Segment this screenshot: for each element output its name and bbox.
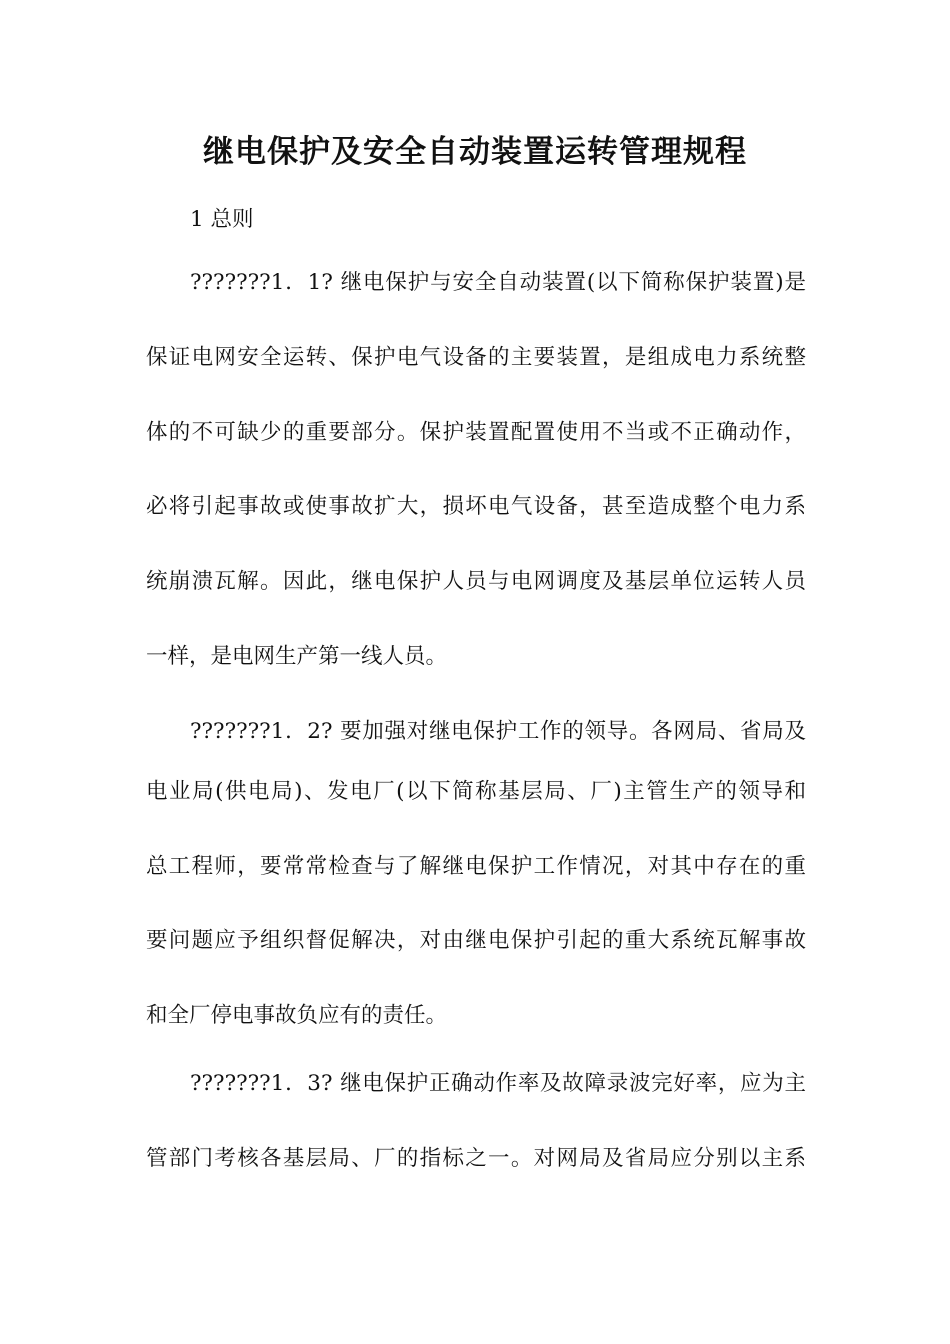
paragraph-line: 体的不可缺少的重要部分。保护装置配置使用不当或不正确动作， <box>146 420 806 445</box>
paragraph-line: 必将引起事故或使事故扩大，损坏电气设备，甚至造成整个电力系 <box>146 494 806 519</box>
section-heading: 1 总则 <box>190 207 254 232</box>
paragraph-line: ???????1．2? 要加强对继电保护工作的领导。各网局、省局及 <box>190 719 806 744</box>
paragraph-line: 要问题应予组织督促解决，对由继电保护引起的重大系统瓦解事故 <box>146 928 806 953</box>
paragraph-line: 统崩溃瓦解。因此，继电保护人员与电网调度及基层单位运转人员 <box>146 569 806 594</box>
paragraph-line: 电业局(供电局)、发电厂(以下简称基层局、厂)主管生产的领导和 <box>146 779 806 804</box>
paragraph-line: 总工程师，要常常检查与了解继电保护工作情况，对其中存在的重 <box>146 854 806 879</box>
paragraph-line: 和全厂停电事故负应有的责任。 <box>146 1003 448 1028</box>
document-title: 继电保护及安全自动装置运转管理规程 <box>203 134 747 170</box>
paragraph-line: ???????1．1? 继电保护与安全自动装置(以下简称保护装置)是 <box>190 270 806 295</box>
paragraph-line: 一样，是电网生产第一线人员。 <box>146 644 448 669</box>
paragraph-line: 保证电网安全运转、保护电气设备的主要装置，是组成电力系统整 <box>146 345 806 370</box>
paragraph-line: 管部门考核各基层局、厂的指标之一。对网局及省局应分别以主系 <box>146 1146 806 1171</box>
paragraph-line: ???????1．3? 继电保护正确动作率及故障录波完好率，应为主 <box>190 1071 806 1096</box>
